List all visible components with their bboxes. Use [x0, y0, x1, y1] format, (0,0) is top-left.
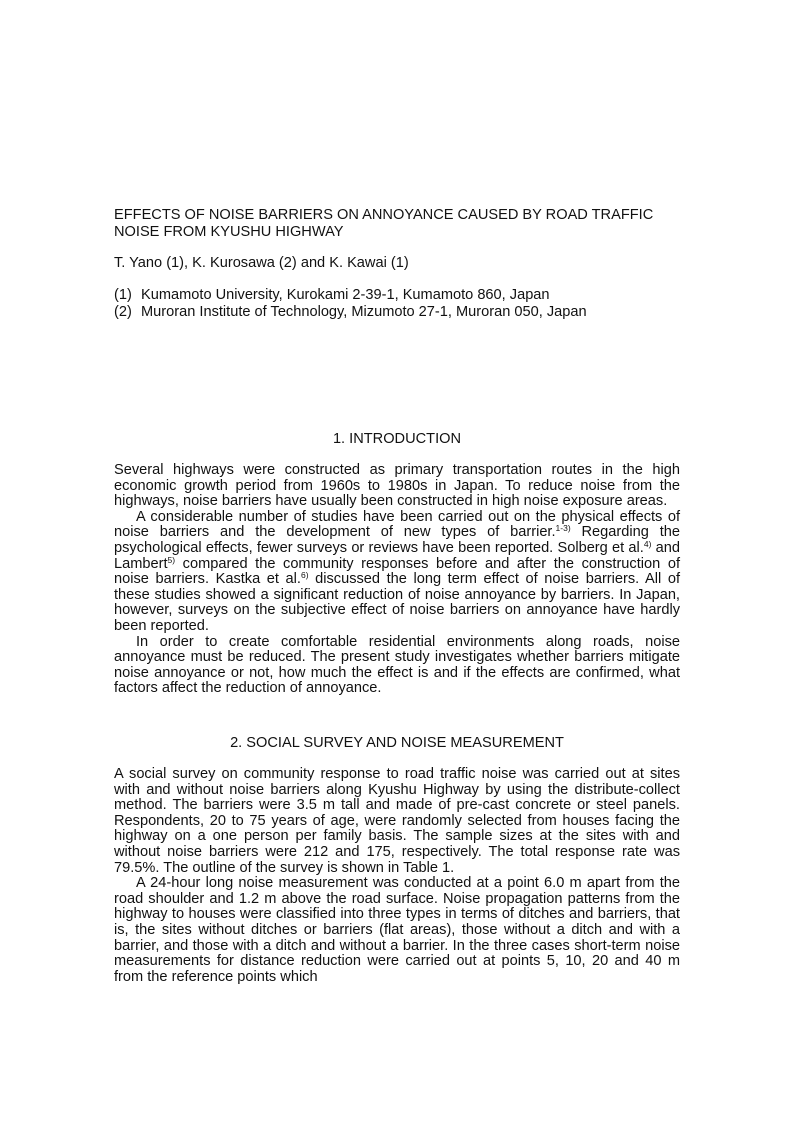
- citation-4: 4): [643, 538, 652, 549]
- affiliation-list: [114, 287, 587, 321]
- intro-p2-text-e: discussed the long term effect of noise barriers. All of these studies showed a significant reduction of noise annoyance by barriers. In Japan, however, surveys on the subjective effect of noise barriers on annoyance have hardly been reported.: [114, 571, 681, 634]
- citation-1-3: 1-3): [555, 523, 571, 534]
- affiliation-1-number: (1): [114, 287, 132, 303]
- affiliation-1-text: Kumamoto University, Kurokami 2-39-1, Kumamoto 860, Japan: [141, 287, 550, 303]
- affiliation-2: [114, 304, 587, 321]
- introduction-section: [114, 463, 680, 697]
- intro-p2-text-a: A considerable number of studies have been carried out on the physical effects of noise barriers and the development of new types of barrier.: [114, 508, 680, 541]
- survey-paragraph-2: A 24-hour long noise measurement was conducted at a point 6.0 m apart from the road shoulder and 1.2 m above the road surface. Noise propagation patterns from the highway to houses were classified into three types in terms of ditches and barriers, that is, the sites without ditches or barriers (flat areas), those without a ditch and with a barrier, and those with a ditch and without a barrier. In the three cases short-term noise measurements for distance reduction were carried out at points 5, 10, 20 and 40 m from the reference points which: [114, 875, 680, 985]
- survey-section: [114, 767, 680, 985]
- intro-p2-text-b: Regarding the psychological effects, fewer surveys or reviews have been reported. Solberg et al.: [114, 524, 680, 556]
- introduction-heading: 1. INTRODUCTION: [332, 431, 462, 447]
- paper-title: EFFECTS OF NOISE BARRIERS ON ANNOYANCE CAUSED BY ROAD TRAFFIC NOISE FROM KYUSHU HIGHWAY: [114, 207, 654, 240]
- intro-paragraph-3: In order to create comfortable residential environments along roads, noise annoyance must be reduced. The present study investigates whether barriers mitigate noise annoyance or not, how much the effect is and if the effects are confirmed, what factors affect the reduction of annoyance.: [114, 633, 680, 697]
- intro-paragraph-2: [114, 510, 680, 635]
- intro-p2-text-c: and Lambert: [114, 539, 681, 572]
- author-list: T. Yano (1), K. Kurosawa (2) and K. Kawai (1): [114, 255, 409, 271]
- intro-paragraph-1: Several highways were constructed as primary transportation routes in the high economic growth period from 1960s to 1980s in Japan. To reduce noise from the highways, noise barriers have usually been constructed in high noise exposure areas.: [114, 462, 680, 510]
- survey-paragraph-1: A social survey on community response to road traffic noise was carried out at sites with and without noise barriers along Kyushu Highway by using the distribute-collect method. The barriers were 3.5 m tall and made of pre-cast concrete or steel panels. Respondents, 20 to 75 years of age, were randomly selected from houses facing the highway on a one person per family basis. The sample sizes at the sites with and without noise barriers were 212 and 175, respectively. The total response rate was 79.5%. The outline of the survey is shown in Table 1.: [114, 766, 680, 876]
- affiliation-1: [114, 287, 587, 304]
- survey-heading: 2. SOCIAL SURVEY AND NOISE MEASUREMENT: [230, 735, 564, 751]
- affiliation-2-number: (2): [114, 304, 132, 320]
- intro-p2-text-d: compared the community responses before and after the construction of noise barriers. Kastka et al.: [114, 555, 680, 588]
- citation-6: 6): [300, 570, 309, 581]
- affiliation-2-text: Muroran Institute of Technology, Mizumoto 27-1, Muroran 050, Japan: [141, 304, 587, 320]
- citation-5: 5): [167, 554, 176, 565]
